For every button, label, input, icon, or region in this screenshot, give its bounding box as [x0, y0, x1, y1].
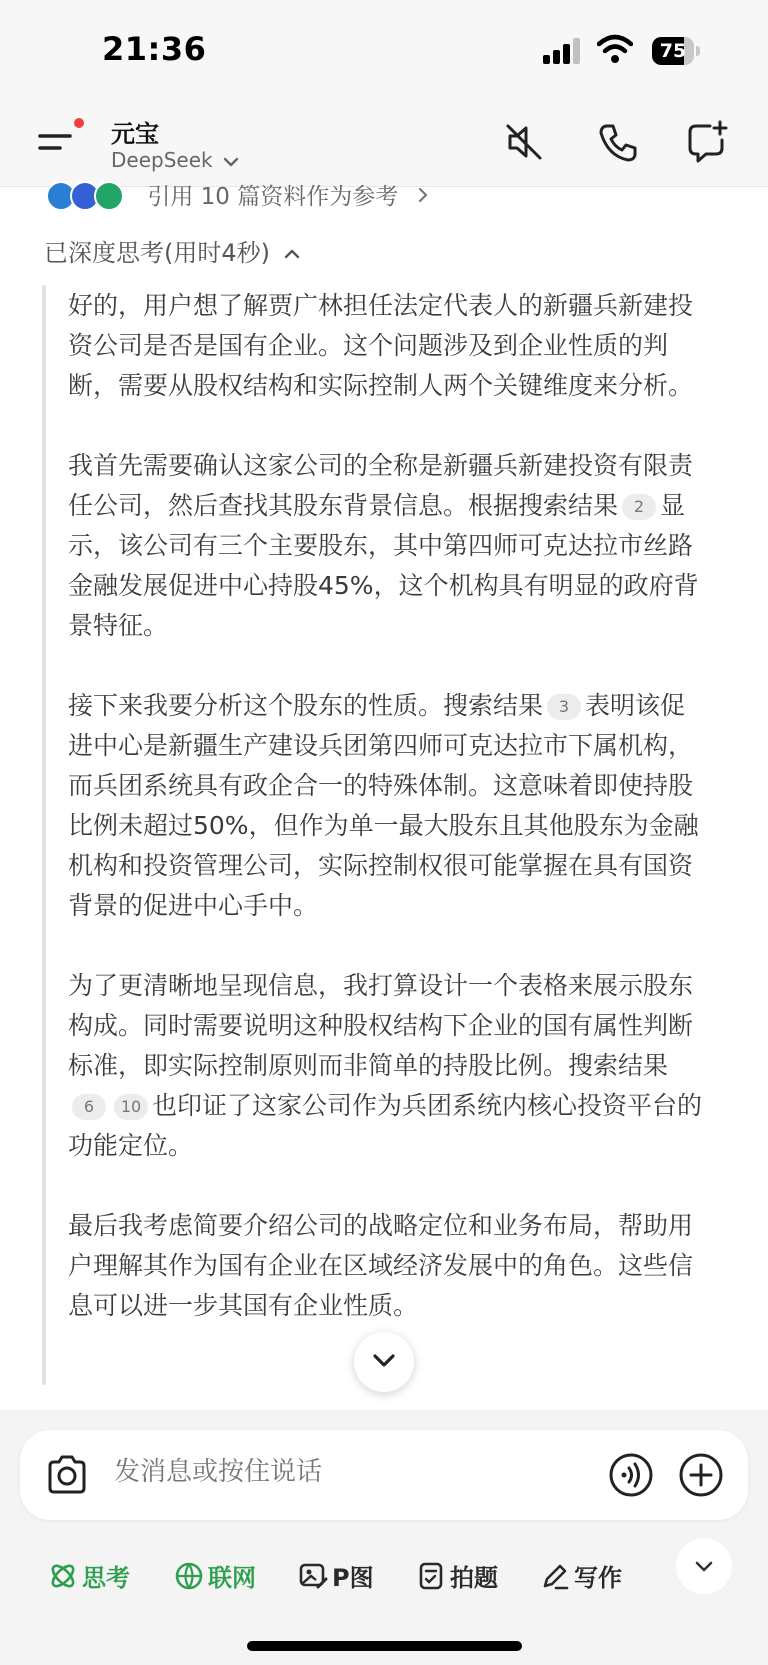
source-logos: [46, 181, 126, 209]
chevron-up-icon: [284, 248, 300, 260]
message-composer: [20, 1430, 748, 1520]
chevron-down-icon: [223, 156, 239, 168]
message-input[interactable]: [114, 1457, 554, 1487]
speaker-muted-icon[interactable]: [502, 120, 546, 164]
scroll-to-bottom-button[interactable]: [354, 1332, 414, 1392]
citation-badge[interactable]: 6: [72, 1094, 106, 1120]
think-icon: [48, 1561, 78, 1591]
cellular-signal-icon: [543, 38, 583, 64]
paragraph-text: 我首先需要确认这家公司的全称是新疆兵新建投资有限责任公司，然后查找其股东背景信息。根据搜索结果: [68, 451, 694, 520]
paragraph-text: 其国有企业性质。: [218, 1291, 419, 1320]
paragraph-text: 也印证了这家公司作为兵团系统内核心投资平台的功能定位。: [68, 1091, 703, 1160]
status-bar: [0, 0, 768, 100]
more-tools-button[interactable]: [676, 1538, 732, 1594]
home-indicator: [247, 1641, 522, 1651]
tool-label: 拍题: [450, 1564, 498, 1592]
thinking-quote-bar: [42, 285, 46, 1385]
paragraph-text: 最后我考虑简要介绍公司的战略定位和业务布局，帮助用户理解其作为国有企业在区域经济发展中的角色。这些信息可以进一步: [68, 1211, 694, 1320]
model-selector[interactable]: [111, 148, 239, 172]
pen-icon: [540, 1561, 570, 1591]
paragraph-text: 接下来我要分析这个股东的性质。搜索结果: [68, 691, 544, 720]
paragraph-text: 好的，用户想了解贾广林担任法定代表人的新疆兵新建投资公司是否是国有企业。这个问题涉及到企业性质的判断，需要从股权结构和实际控制人两个关键维度来分析。: [68, 291, 694, 400]
tool-label: 联网: [208, 1564, 256, 1592]
composer-area: [0, 1410, 768, 1665]
chevron-right-icon: [416, 187, 430, 203]
thinking-paragraph: [68, 446, 708, 646]
image-edit-tool-button[interactable]: [298, 1558, 374, 1598]
citation-badge[interactable]: 10: [114, 1094, 148, 1120]
model-name-label: DeepSeek: [111, 148, 213, 172]
thinking-header-label: 已深度思考(用时4秒): [44, 239, 270, 267]
new-chat-icon[interactable]: [686, 120, 730, 164]
paragraph-text: 为了更清晰地呈现信息，我打算设计一个表格来展示股东构成。同时需要说明这种股权结构下企业的国有属性判断标准，即实际控制原则而非简单的持股比例。搜索结果: [68, 971, 694, 1080]
writing-tool-button[interactable]: [540, 1558, 622, 1598]
references-label: 引用 10 篇资料作为参考: [147, 184, 399, 210]
web-search-tool-button[interactable]: [174, 1558, 256, 1598]
chevron-down-icon: [694, 1560, 714, 1574]
tool-label: 思考: [82, 1564, 130, 1592]
wifi-icon: [597, 34, 633, 64]
thinking-paragraph: [68, 286, 708, 406]
menu-button[interactable]: [38, 118, 82, 162]
scan-question-icon: [416, 1561, 446, 1591]
paragraph-text: 表明该促进中心是新疆生产建设兵团第四师可克达拉市下属机构，而兵团系统具有政企合一的特殊体制。这意味着即使持股比例未超过50%，但作为单一最大股东且其他股东为金融机构和投资管理公司，实际控制权很可能掌握在具有国资背景的促进中心手中。: [68, 691, 699, 920]
citation-badge[interactable]: 3: [547, 694, 581, 720]
paragraph-text: 显示，该公司有三个主要股东，其中第四师可克达拉市丝路金融发展促进中心持股45%，这个机构具有明显的政府背景特征。: [68, 491, 699, 640]
phone-icon[interactable]: [596, 120, 640, 164]
battery-icon: [652, 37, 700, 65]
tool-label: 写作: [574, 1564, 622, 1592]
voice-input-icon[interactable]: [608, 1452, 654, 1498]
globe-icon: [174, 1561, 204, 1591]
thinking-paragraph: [68, 1206, 708, 1326]
source-logo-icon: [94, 181, 124, 211]
battery-level: 75: [659, 40, 687, 62]
chevron-down-icon: [371, 1352, 397, 1370]
plus-icon[interactable]: [678, 1452, 724, 1498]
app-title: 元宝: [111, 120, 159, 148]
thinking-paragraph: [68, 966, 708, 1166]
notification-dot: [74, 118, 84, 128]
image-edit-icon: [298, 1561, 328, 1591]
think-tool-button[interactable]: [48, 1558, 130, 1598]
references-row[interactable]: [46, 178, 430, 214]
citation-badge[interactable]: 2: [622, 494, 656, 520]
thinking-toggle[interactable]: [44, 233, 300, 268]
status-time: 21:36: [102, 30, 207, 68]
chat-header: [0, 100, 768, 187]
thinking-paragraph: [68, 686, 708, 926]
scan-question-tool-button[interactable]: [416, 1558, 498, 1598]
thinking-content: [68, 286, 708, 1366]
tool-bar: [0, 1550, 768, 1606]
tool-label: P图: [332, 1564, 374, 1592]
camera-icon[interactable]: [44, 1452, 90, 1498]
